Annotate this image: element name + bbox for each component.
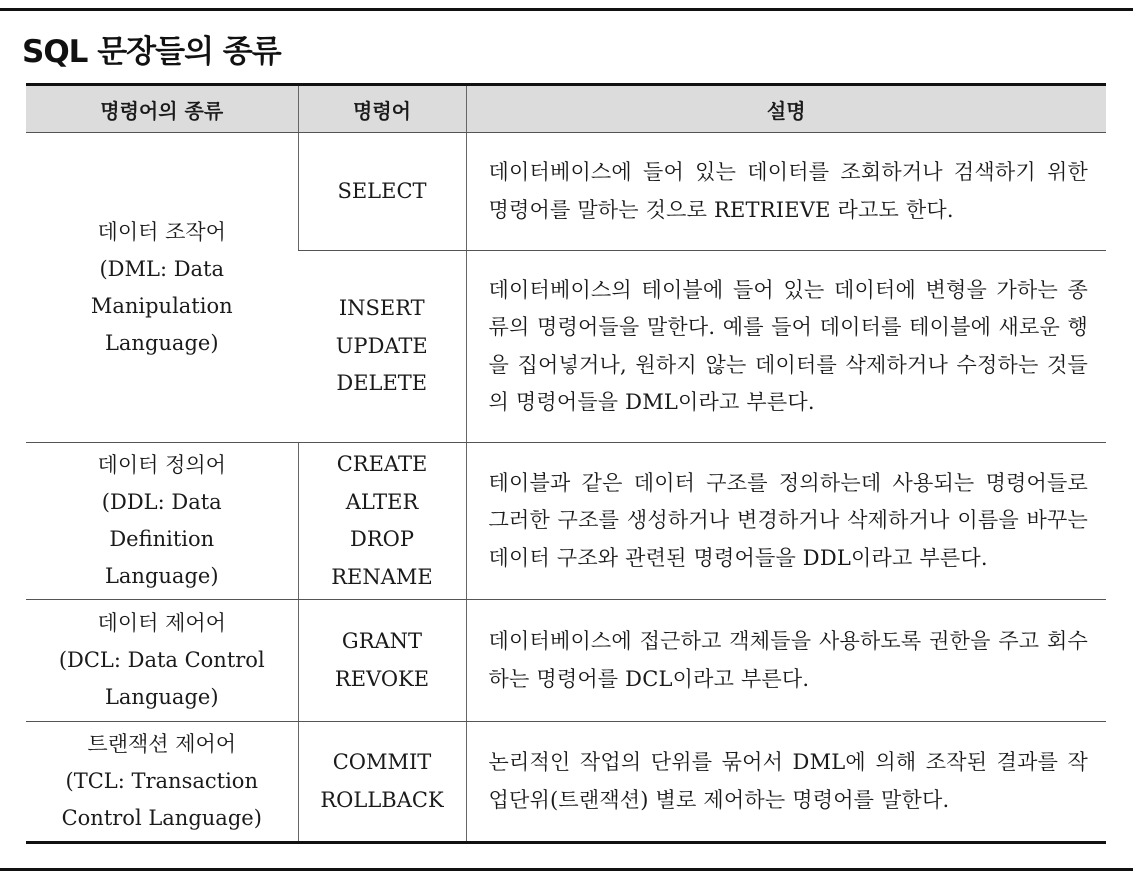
command-name: DROP [350, 527, 414, 551]
command-cell [298, 443, 466, 600]
command-name: GRANT [341, 629, 423, 653]
bottom-rule [0, 868, 1133, 871]
category-line: (DDL: Data [101, 490, 222, 514]
category-line: Language) [104, 330, 219, 355]
category-line: Language) [104, 685, 219, 709]
category-cell-dml [26, 133, 298, 443]
description-cell: 데이터베이스에 들어 있는 데이터를 조회하거나 검색하기 위한 명령어를 말하는 것으로 RETRIEVE 라고도 한다. [466, 133, 1106, 251]
header-command: 명령어 [298, 85, 466, 133]
category-line: Language) [104, 564, 219, 588]
category-cell-tcl [26, 722, 298, 843]
category-line: Definition [109, 527, 215, 551]
command-name: RENAME [331, 564, 433, 589]
command-cell [298, 251, 466, 443]
command-cell [298, 722, 466, 843]
description-cell: 논리적인 작업의 단위를 묶어서 DML에 의해 조작된 결과를 작업단위(트랜잭션) 별로 제어하는 명령어를 말한다. [466, 722, 1106, 843]
category-line: 데이터 정의어 [97, 453, 226, 477]
sql-statement-types-table [26, 83, 1106, 844]
category-line: (TCL: Transaction [65, 769, 258, 793]
header-description: 설명 [466, 85, 1106, 133]
category-line: Control Language) [61, 806, 262, 830]
command-name: ALTER [345, 489, 419, 514]
command-name: CREATE [336, 452, 428, 476]
page-title: SQL 문장들의 종류 [22, 34, 281, 70]
table-row-ddl [26, 443, 1106, 600]
category-line: 데이터 조작어 [97, 219, 226, 244]
category-line: 트랜잭션 제어어 [87, 732, 237, 756]
table-row-dcl [26, 600, 1106, 722]
command-name: COMMIT [332, 750, 432, 774]
table-row-tcl [26, 722, 1106, 843]
category-cell-dcl [26, 600, 298, 722]
table-header-row [26, 85, 1106, 133]
description-cell: 테이블과 같은 데이터 구조를 정의하는데 사용되는 명령어들로 그러한 구조를 생성하거나 변경하거나 삭제하거나 이름을 바꾸는 데이터 구조와 관련된 명령어들을 DDL이라고 부른다. [466, 443, 1106, 600]
description-cell: 데이터베이스에 접근하고 객체들을 사용하도록 권한을 주고 회수하는 명령어를 DCL이라고 부른다. [466, 600, 1106, 722]
table-row-dml-select [26, 133, 1106, 251]
category-line: 데이터 제어어 [97, 611, 226, 635]
command-name: UPDATE [335, 333, 428, 358]
category-cell-ddl [26, 443, 298, 600]
command-name: ROLLBACK [320, 787, 444, 812]
category-line: Manipulation [90, 293, 233, 318]
command-name: DELETE [336, 371, 428, 396]
command-cell [298, 133, 466, 251]
description-cell: 데이터베이스의 테이블에 들어 있는 데이터에 변형을 가하는 종류의 명령어들을 말한다. 예를 들어 데이터를 테이블에 새로운 행을 집어넣거나, 원하지 않는 데이터를 삭제하거나 수정하는 것들의 명령어들을 DML이라고 부른다. [466, 251, 1106, 443]
header-category: 명령어의 종류 [26, 85, 298, 133]
command-name: INSERT [338, 296, 425, 321]
command-cell [298, 600, 466, 722]
command-name: REVOKE [334, 666, 430, 691]
command-name: SELECT [337, 178, 427, 203]
top-rule [0, 8, 1133, 11]
category-line: (DCL: Data Control [58, 648, 265, 672]
category-line: (DML: Data [99, 256, 225, 281]
